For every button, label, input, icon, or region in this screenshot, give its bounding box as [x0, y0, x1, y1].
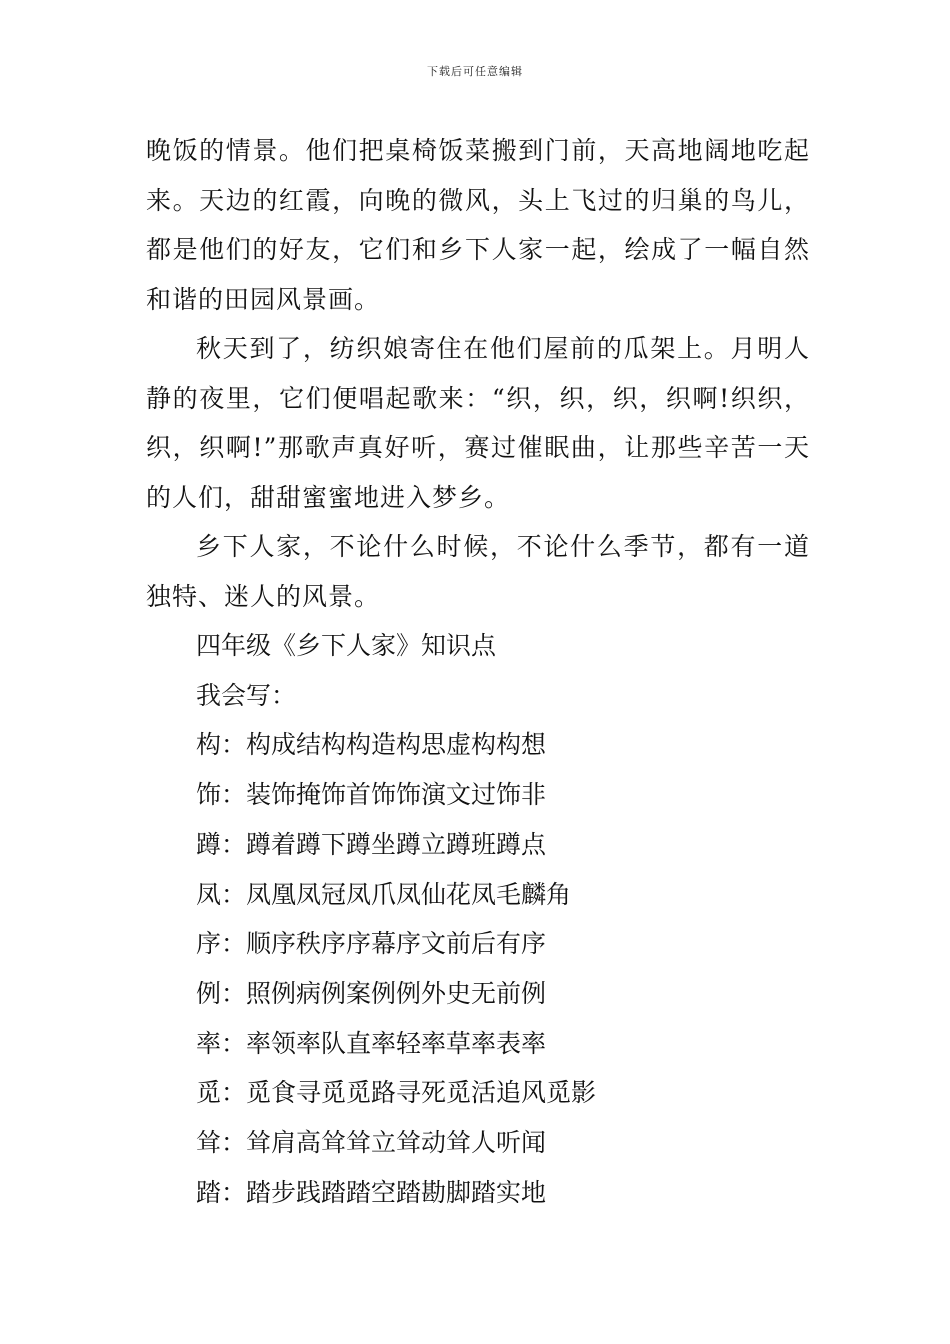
- page-header: 下载后可任意编辑: [427, 65, 523, 78]
- section-subtitle: 我会写：: [196, 680, 297, 710]
- document-body: [146, 126, 810, 1217]
- vocab-entry: 序：顺序秩序序幕序文前后有序: [196, 929, 547, 959]
- section-title: 四年级《乡下人家》知识点: [196, 631, 497, 660]
- paragraph-dinner-scene: 晚饭的情景。他们把桌椅饭菜搬到门前，天高地阔地吃起来。天边的红霞，向晚的微风，头上飞过的归巢的鸟儿，都是他们的好友，它们和乡下人家一起，绘成了一幅自然和谐的田园风景画。: [146, 136, 810, 314]
- vocab-entry: 构：构成结构构造构思虚构构想: [196, 730, 547, 760]
- vocab-entry: 饰：装饰掩饰首饰饰演文过饰非: [196, 780, 547, 810]
- vocab-entry: 耸：耸肩高耸耸立耸动耸人听闻: [196, 1128, 547, 1158]
- vocab-entry: 率：率领率队直率轻率草率表率: [196, 1028, 547, 1058]
- vocab-entry: 蹲：蹲着蹲下蹲坐蹲立蹲班蹲点: [196, 829, 547, 859]
- paragraph-conclusion: 乡下人家，不论什么时候，不论什么季节，都有一道独特、迷人的风景。: [146, 532, 810, 611]
- vocab-entry: 例：照例病例案例例外史无前例: [196, 978, 547, 1008]
- vocab-entry: 觅：觅食寻觅觅路寻死觅活追风觅影: [196, 1078, 597, 1108]
- paragraph-autumn: 秋天到了，纺织娘寄住在他们屋前的瓜架上。月明人静的夜里，它们便唱起歌来：“织，织，织，织啊!织织，织，织啊!”那歌声真好听，赛过催眠曲，让那些辛苦一天的人们，甜甜蜜蜜地进入梦乡。: [146, 334, 810, 512]
- vocab-entry: 凤：凤凰凤冠凤爪凤仙花凤毛麟角: [196, 879, 572, 909]
- vocab-entry: 踏：踏步践踏踏空踏勘脚踏实地: [196, 1177, 547, 1207]
